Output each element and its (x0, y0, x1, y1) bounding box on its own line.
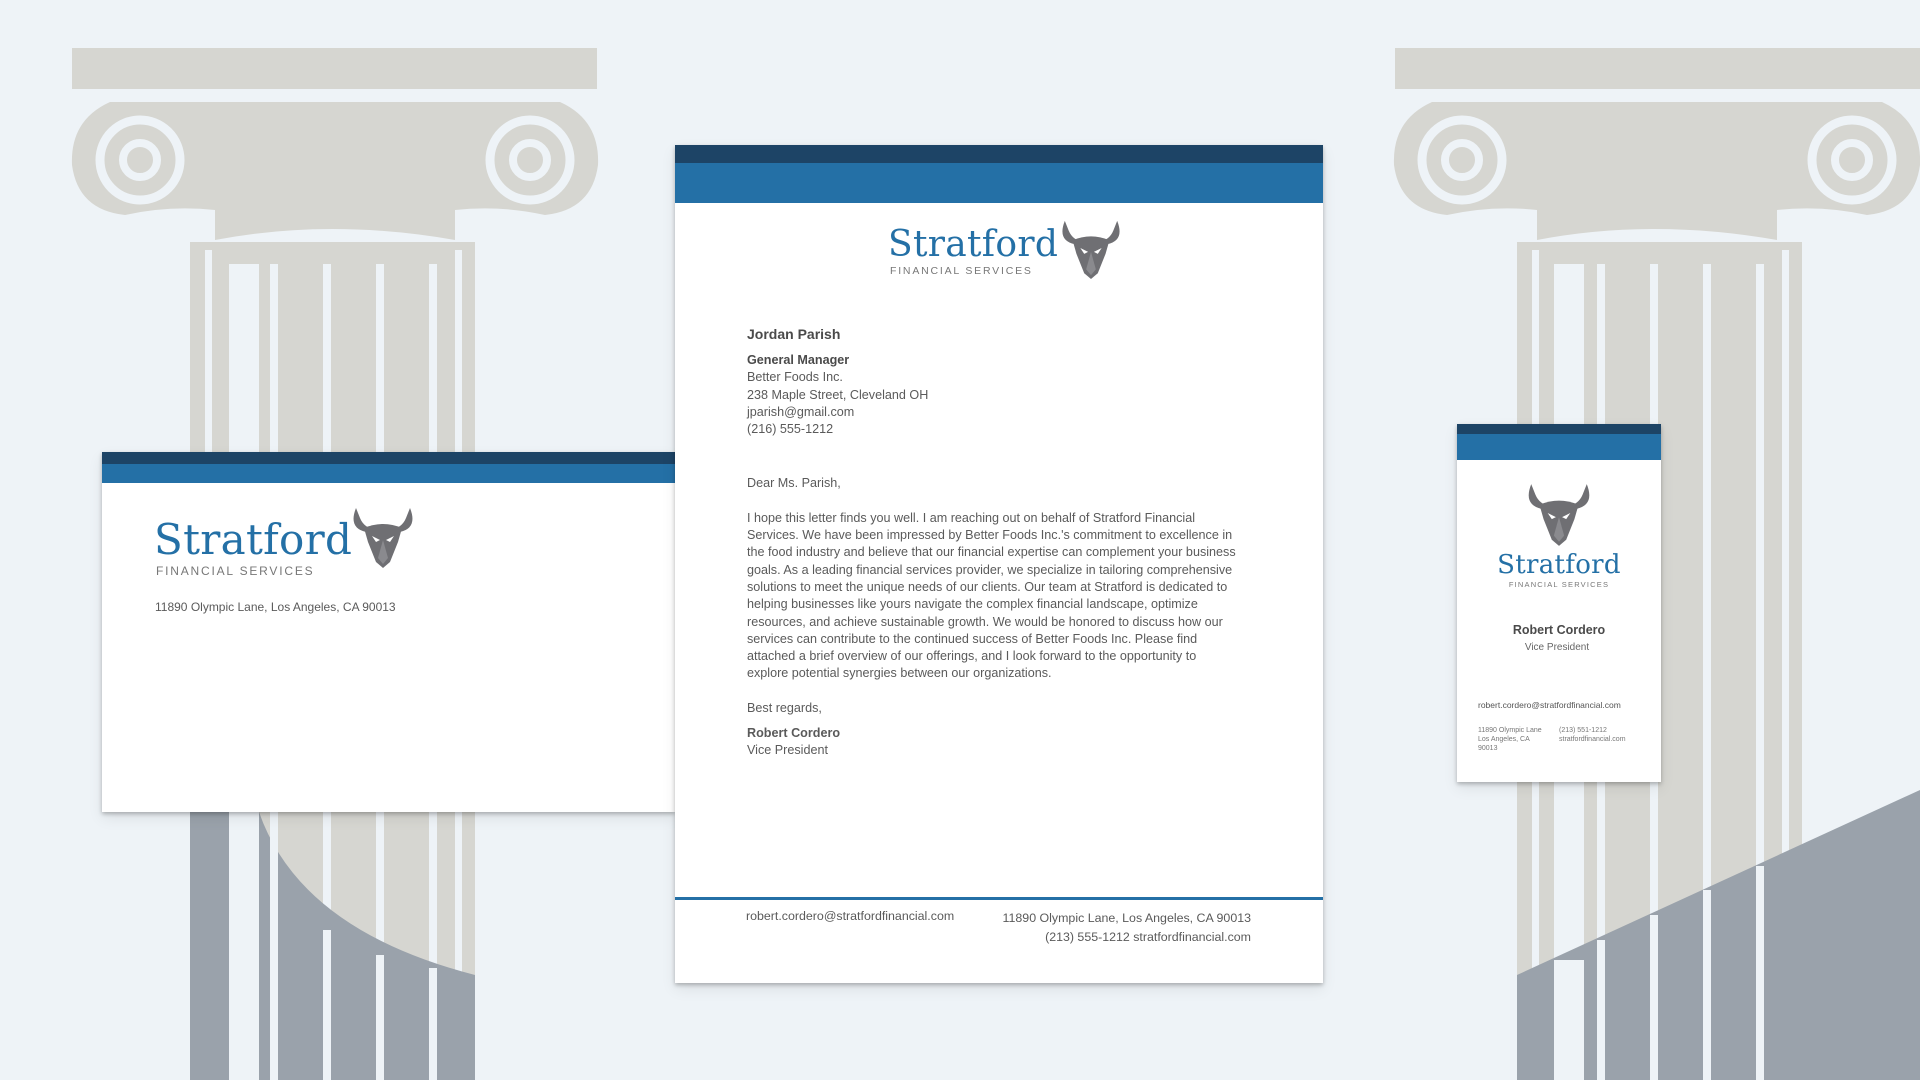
closing: Best regards, (747, 700, 822, 715)
body-line: services can contribute to the continued success of Better Foods Inc. Please find (747, 631, 1198, 646)
brand-wordmark: Stratford (1497, 550, 1621, 580)
footer-email: robert.cordero@stratfordfinancial.com (746, 909, 955, 923)
bull-head-icon (1059, 215, 1123, 283)
envelope-return-address: 11890 Olympic Lane, Los Angeles, CA 90013 (155, 600, 396, 614)
envelope-blue-band (102, 464, 675, 483)
card-email: robert.cordero@stratfordfinancial.com (1478, 700, 1621, 710)
card-address (1478, 726, 1542, 753)
card-phone-web (1559, 726, 1626, 744)
card-phone: (213) 551-1212 (1559, 727, 1607, 734)
footer-contact (1003, 909, 1251, 947)
body-line: I hope this letter finds you well. I am reaching out on behalf of Stratford Financial (747, 510, 1196, 525)
body-line: resources, and achieve sustainable growth. We would be honored to discuss how our (747, 614, 1223, 629)
sender-title: Vice President (747, 743, 828, 758)
recipient-address: 238 Maple Street, Cleveland OH (747, 387, 929, 402)
card-logo (1457, 550, 1661, 589)
brand-tagline: FINANCIAL SERVICES (890, 265, 1033, 277)
recipient-email: jparish@gmail.com (747, 404, 855, 419)
sender-name: Robert Cordero (747, 726, 841, 741)
card-address-line: 11890 Olympic Lane (1478, 727, 1542, 734)
brand-tagline: FINANCIAL SERVICES (156, 564, 315, 578)
salutation: Dear Ms. Parish, (747, 476, 841, 491)
footer-divider (675, 897, 1323, 900)
letterhead-blue-band (675, 163, 1323, 203)
card-name: Robert Cordero (1512, 623, 1606, 637)
body-line: goals. As a leading financial services provider, we specialize in tailoring comprehensive (747, 562, 1233, 577)
footer-phone-web: (213) 555-1212 stratfordfinancial.com (1045, 930, 1251, 944)
brand-wordmark: Stratford (888, 224, 1059, 265)
footer-address: 11890 Olympic Lane, Los Angeles, CA 90013 (1002, 911, 1251, 925)
recipient-name: Jordan Parish (747, 326, 841, 342)
body-line: solutions to meet the unique needs of our clients. Our team at Stratford is dedicated to (747, 579, 1228, 594)
body-line: explore potential synergies between our organizations. (747, 666, 1052, 681)
bull-head-icon (1524, 478, 1594, 550)
letter-paragraph (747, 510, 1267, 683)
body-line: the food industry and believe that our financial expertise can complement your business (747, 545, 1236, 560)
brand-wordmark: Stratford (154, 515, 353, 564)
letterhead (675, 145, 1323, 983)
recipient-company: Better Foods Inc. (747, 370, 843, 385)
recipient-block (747, 352, 1267, 438)
card-blue-band (1457, 434, 1661, 460)
letter-body (747, 326, 1267, 760)
card-address-line: 90013 (1478, 745, 1498, 752)
envelope-top-band (102, 452, 675, 464)
business-card (1457, 424, 1661, 782)
envelope (102, 452, 675, 812)
body-line: helping businesses like yours navigate the complex financial landscape, optimize (747, 597, 1198, 612)
letterhead-top-band (675, 145, 1323, 163)
card-top-band (1457, 424, 1661, 434)
letterhead-logo (888, 224, 1058, 277)
recipient-phone: (216) 555-1212 (747, 422, 834, 437)
card-title: Vice President (1524, 642, 1590, 653)
recipient-title: General Manager (747, 353, 850, 367)
card-address-line: Los Angeles, CA (1478, 736, 1530, 743)
body-line: Services. We have been impressed by Better Foods Inc.'s commitment to excellence in (747, 528, 1233, 543)
bull-head-icon (350, 502, 416, 572)
card-website: stratfordfinancial.com (1559, 736, 1626, 743)
body-line: attached a brief overview of our offerings, and I look forward to the opportunity to (747, 649, 1197, 664)
envelope-logo (154, 515, 352, 578)
brand-tagline: FINANCIAL SERVICES (1508, 580, 1610, 589)
